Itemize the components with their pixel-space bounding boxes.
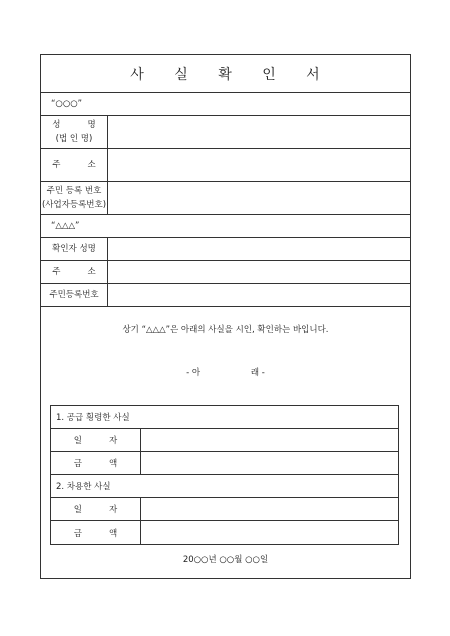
fact1-date-row: [51, 429, 398, 452]
fact2-date-field[interactable]: [141, 498, 398, 520]
id-label-line2: (사업자등록번호): [41, 200, 107, 210]
party-a-address-row: [41, 149, 410, 182]
confirmer-name-field[interactable]: [108, 238, 410, 260]
name-field[interactable]: [108, 116, 410, 148]
name-label: [41, 116, 108, 148]
resident-id-label: 주민등록번호: [41, 284, 108, 306]
resident-id-field[interactable]: [108, 284, 410, 306]
fact2-heading: 2. 차용한 사실: [51, 475, 398, 498]
party-b-address-row: [41, 261, 410, 284]
fact1-amount-field[interactable]: [141, 452, 398, 474]
address-field[interactable]: [108, 149, 410, 181]
party-b-name-row: [41, 238, 410, 261]
party-a-name-row: [41, 116, 410, 149]
party-a-id-row: [41, 182, 410, 215]
party-b-id-row: [41, 284, 410, 307]
fact1-date-field[interactable]: [141, 429, 398, 451]
fact2-amount-field[interactable]: [141, 521, 398, 544]
party-b-heading: “△△△”: [41, 215, 410, 238]
fact1-amount-label: 금 액: [51, 452, 141, 474]
fact2-amount-label: 금 액: [51, 521, 141, 544]
fact2-date-row: [51, 498, 398, 521]
date-line: 20○○년 ○○월 ○○일: [182, 555, 269, 565]
below-marker-right: 래 -: [250, 368, 265, 378]
facts-table: [50, 405, 399, 545]
below-marker-left: - 아: [186, 368, 201, 378]
statement-text: 상기 “△△△”은 아래의 사실을 시인, 확인하는 바입니다.: [122, 325, 329, 335]
confirmer-address-field[interactable]: [108, 261, 410, 283]
certificate-form: [40, 54, 411, 579]
name-label-line1: 성 명: [52, 120, 96, 130]
confirmer-name-label: 확인자 성명: [41, 238, 108, 260]
fact1-heading: 1. 공급 횡령한 사실: [51, 406, 398, 429]
document-title: 사 실 확 인 서: [41, 55, 410, 93]
fact2-date-label: 일 자: [51, 498, 141, 520]
name-label-line2: (법 인 명): [55, 134, 93, 144]
confirmer-address-label: 주 소: [41, 261, 108, 283]
fact1-date-label: 일 자: [51, 429, 141, 451]
party-a-heading: “○○○”: [41, 93, 410, 116]
id-label-line1: 주민 등록 번호: [46, 186, 102, 196]
id-label: [41, 182, 108, 214]
below-marker: [41, 366, 410, 378]
fact1-amount-row: [51, 452, 398, 475]
fact2-amount-row: [51, 521, 398, 544]
id-field[interactable]: [108, 182, 410, 214]
address-label: 주 소: [41, 149, 108, 181]
